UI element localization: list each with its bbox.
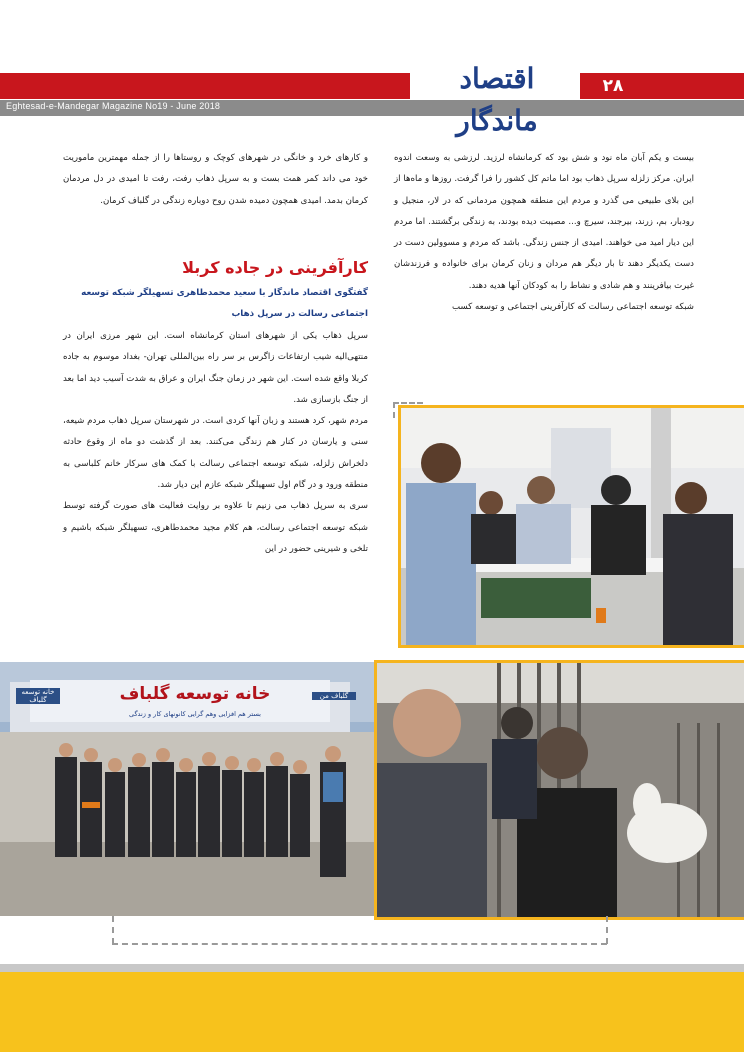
banner-main-sign: خانه توسعه گلباف [119, 684, 271, 704]
farm-visit-photo [374, 660, 744, 920]
page-number: ۲۸ [602, 76, 624, 96]
dashed-guide-horizontal [112, 943, 607, 945]
workshop-photo [398, 405, 744, 648]
footer-gray-band [0, 964, 744, 972]
header-red-bar-left [0, 73, 410, 99]
right-paragraph-1: بیست و یکم آبان ماه نود و شش بود که کرمانشاه لرزید. لرزشی به وسعت اندوه ایران. مرکز زلزله سرپل ذهاب بود اما ماتم کل کشور را فرا گرفت. روزها و ماه‌ها از این بلای طبیعی می گذرد و مردم این منطقه همچون مردمانی که در لار، منجیل و رودبار، بم، زرند، بیرجند، سیرچ و... مصیبت دیده بودند، به زندگی برگشتند. اما مردم این دیار امید می خواهند. امیدی از جنس زندگی. باشد که مردم و مسوولین دست در دست یکدیگر دهند تا بار دیگر هم مردان و زنان کرمان برای خانواده و فرزندشان غیرت بیافرینند و هم شادی و نشاط را به کودکان آنها هدیه دهند. [394, 153, 694, 291]
section-subtitle: گفتگوی اقتصاد ماندگار با سعید محمدطاهری تسهیلگر شبکه توسعه اجتماعی رسالت در سرپل ذهاب [81, 288, 368, 319]
body-paragraph-1: سرپل ذهاب یکی از شهرهای استان کرمانشاه است. این شهر مرزی ایران در منتهی‌الیه شیب ارتفاعات زاگرس بر سر راه بین‌المللی تهران- بغداد موسوم به جاده کربلا واقع شده است. این شهر در زمان جنگ ایران و عراق به شدت آسیب دید اما بعد از جنگ بازسازی شد. [63, 331, 368, 405]
dashed-guide-vertical [112, 916, 114, 944]
right-paragraph-2: شبکه توسعه اجتماعی رسالت که کارآفرینی اجتماعی و توسعه کسب [452, 302, 694, 313]
dashed-connector [393, 402, 395, 418]
left-intro-paragraph: و کارهای خرد و خانگی در شهرهای کوچک و روستاها را از جمله مهمترین ماموریت خود می داند کمر همت بست و به سرپل ذهاب رفت، رفت تا امیدی در دل مردمان کرمان بدمد. امیدی همچون دمیده شدن روح دوباره زندگی در گلباف کرمان. [63, 153, 368, 206]
magazine-issue-line: Eghtesad-e-Mandegar Magazine No19 - June 2018 [6, 101, 221, 111]
development-house-photo [0, 662, 375, 916]
footer-yellow-band [0, 972, 744, 1052]
banner-side-sign-left: گلباف من [312, 692, 356, 700]
dashed-connector-top [393, 402, 423, 404]
banner-side-sign-right: خانه توسعه گلباف [16, 688, 60, 704]
magazine-logo: اقتصاد ماندگار [456, 62, 538, 137]
dashed-guide-vertical-right [606, 916, 608, 944]
left-body-text [63, 326, 368, 560]
right-text-column [394, 148, 694, 318]
section-title: کارآفرینی در جاده کربلا [182, 258, 368, 277]
banner-sub-sign: بستر هم افزایی وهم گرایی کانونهای کار و زندگی [129, 710, 261, 718]
body-paragraph-3: سری به سرپل ذهاب می زنیم تا علاوه بر روایت فعالیت های صورت گرفته توسط شبکه توسعه اجتماعی رسالت، هم کلام مجید محمدطاهری، تسهیلگر شبکه باشیم و تلخی و شیرینی حضور در این [63, 501, 368, 554]
body-paragraph-2: مردم شهر، کرد هستند و زبان آنها کردی است. در شهرستان سرپل ذهاب مردم شیعه، سنی و یارسان در کنار هم زندگی می‌کنند. بعد از گذشت دو ماه از وقوع حادثه دلخراش زلزله، شبکه توسعه اجتماعی رسالت با کمک های سرکار خانم کلباسی به منطقه ورود و در گام اول تسهیلگر شبکه عازم این دیار شد. [63, 416, 368, 491]
